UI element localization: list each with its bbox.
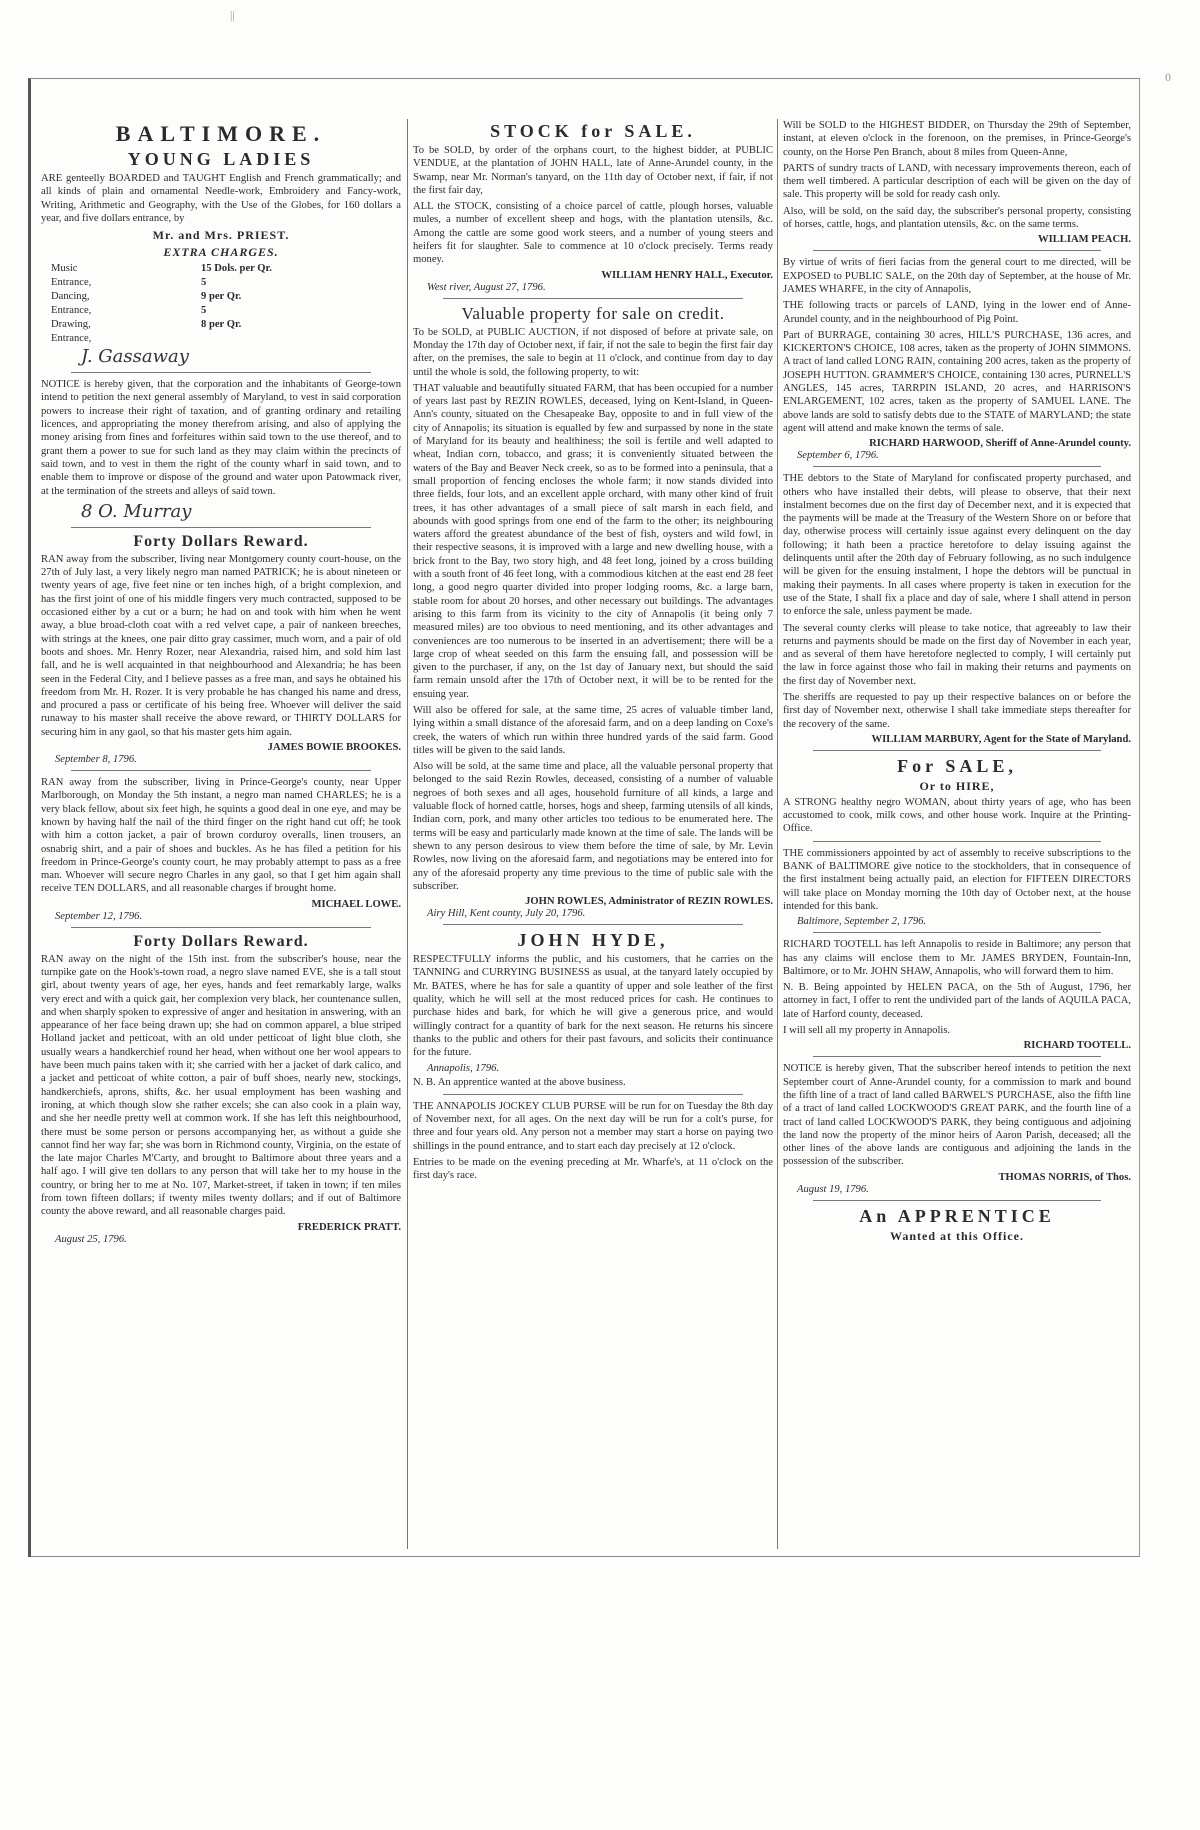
writs-text: By virtue of writs of fieri facias from the general court to me directed, will be EXPOSED to PUBLIC SALE, on the 20th day of September, at the house of Mr. JAMES WHARFE, in the city of Annapolis, (783, 257, 1131, 295)
harwood-signature: RICHARD HARWOOD, Sheriff of Anne-Arundel county. (869, 438, 1131, 450)
jockey-club-entries: Entries to be made on the evening preceding at Mr. Wharfe's, at 11 o'clock on the first day's race. (413, 1157, 773, 1182)
divider (813, 841, 1101, 842)
column-3 (783, 119, 1131, 1246)
reward-signature: FREDERICK PRATT. (297, 1221, 401, 1233)
highest-bidder-text: Will be SOLD to the HIGHEST BIDDER, on Thursday the 29th of September, instant, at eleven o'clock in the forenoon, on the premises, in Prince-George's county, on the Horse Pen Branch, about 8 miles from Queen-Anne, (783, 120, 1131, 158)
ladies-signature: Mr. and Mrs. PRIEST. (152, 228, 290, 243)
norris-text: NOTICE is hereby given, That the subscriber hereof intends to petition the next September court of Anne-Arundel county, for a commission to mark and bound the fifth line of a tract of land called BARWEL'S PURCHASE, also the fifth line of a tract of land called LOCKWOOD'S GREAT PARK, and the fourth line of a tract of land called LOCKWOOD'S PARK, they being contiguous and adjoining the land now the property of the minor heirs of Aaron Parish, deceased; all the other lines of the above lands are contiguous and adjoining the lands in the possession of the subscriber. (783, 1063, 1131, 1168)
tootell-signature: RICHARD TOOTELL. (1023, 1040, 1131, 1052)
handwritten-signature: 8 O. Murray (81, 500, 192, 522)
baltimore-heading: BALTIMORE. (115, 121, 327, 146)
apprentice-heading: An APPRENTICE (859, 1205, 1055, 1226)
stock-date: West river, August 27, 1796. (427, 281, 546, 293)
tootell-sell: I will sell all my property in Annapolis. (783, 1025, 951, 1037)
young-ladies-heading: YOUNG LADIES (127, 149, 315, 169)
debtors-text: THE debtors to the State of Maryland for confiscated property purchased, and others who have installed their debts, will please to observe, that their next instalment becomes due on the first day of December next, and it is expected that the payments will be made at the Treasury of the Western Shore on or before that day, otherwise process will certainly issue against every delinquent on the day following; it hath been a practice heretofore to delay issuing against the delinquents until after the 20th day of February following, as no such indulgence will be given for the ensuing instalment, I hope the debtors will be punctual in making their payments. In all cases where property is taken in execution for the use of the State, I shall fix a place and day of sale, where I shall attend in person to enforce the sale, unless payment be made. (783, 473, 1131, 618)
property-text: THAT valuable and beautifully situated FARM, that has been occupied for a number of years last past by REZIN ROWLES, deceased, lying on Kent-Island, in Queen-Ann's county, situated on the Chesapeake Bay, opposite to and in full view of the city of Annapolis; its situation is equalled by few and surpassed by none in the state of Maryland for its beauty and healthiness; the soil is fertile and well adapted to wheat, Indian corn, tobacco, and grass; it is conveniently situated between the waters of the Bay and Beaver Neck creek, so as to be formed into a peninsula, that a small proportion of fencing encloses the whole farm; it now stands divided into three fields, four lots, and an excellent apple orchard, with many other kind of fruit trees, it has other advantages of a small piece of salt marsh in each field, and abounds with good springs from one end of the farm to the other; its neighbouring waters afford the greatest abundance of the best of fish, oysters and wild fowl, in their respective seasons, it is improved with a large and new dwelling house, with a brick front to the Bay, two story high, and 48 feet long, joined by a cross building with a south front of 46 feet long, with a commodious kitchen at the east end 28 feet long, a good negro quarter divided into proper lodging rooms, &c. a large barn, stable room for about 20 horses, and other necessary out buildings. The advantages arising to this farm from its vicinity to the city of Annapolis (it being only 7 measured miles) are too obvious to need mentioning, and its other advantages and conveniences are too numerous to be inserted in an advertisement; there will be a large crop of wheat seeded on this farm the ensuing fall, and possession will be given to the purchaser, if any, on the 1st day of January next, but should the said farm remain unsold after the 17th of October next, it will be to be rented for the ensuing year. (413, 382, 773, 700)
charge-row: Entrance, 5 (51, 277, 207, 289)
extra-charges-list (51, 262, 401, 346)
ladies-advert-text: ARE genteelly BOARDED and TAUGHT English and French grammatically; and all kinds of plain and ornamental Needle-work, Embroidery and Fancy-work, Writing, Arithmetic and Geography, with the Use of the Globes, for 160 dollars a year, and five dollars entrance, by (41, 173, 401, 224)
debtors-text: The sheriffs are requested to pay up their respective balances on or before the first day of November next, otherwise I shall take immediate steps thereafter for the recovery of the same. (783, 691, 1131, 730)
john-hyde-nb: N. B. An apprentice wanted at the above business. (413, 1076, 626, 1088)
divider (443, 1094, 743, 1095)
reward-date: September 8, 1796. (55, 754, 137, 766)
reward-heading: Forty Dollars Reward. (133, 532, 309, 550)
or-to-hire-heading: Or to HIRE, (919, 778, 995, 793)
stock-signature: WILLIAM HENRY HALL, Executor. (601, 269, 773, 281)
newspaper-page (28, 78, 1140, 1557)
personal-property-text: Also, will be sold, on the said day, the subscriber's personal property, consisting of horses, cattle, hogs, and plantation utensils, &c. on the same terms. (783, 205, 1131, 231)
jockey-club-text: THE ANNAPOLIS JOCKEY CLUB PURSE will be run for on Tuesday the 8th day of November next, for all ages. On the next day will be run for a colt's purse, for three and four years old. Any person not a member may start a horse on paying two shillings in the pound entrance, and to start each day precisely at 12 o'clock. (413, 1100, 773, 1152)
debtors-text: The several county clerks will please to take notice, that agreeably to law their returns and payments should be made on the first day of November in each year, and as several of them have heretofore neglected to comply, I will certainly put the law in force against those who fail in making their returns and payments on the first day of November next. (783, 622, 1131, 687)
valuable-property-heading: Valuable property for sale on credit. (461, 303, 725, 323)
divider (443, 298, 743, 299)
property-signature: JOHN ROWLES, Administrator of REZIN ROWLES. (525, 896, 773, 908)
harwood-date: September 6, 1796. (797, 450, 879, 462)
divider (443, 924, 743, 925)
parts-of-land-text: PARTS of sundry tracts of LAND, with necessary improvements thereon, each of them well timbered. A particular description of each will be given on the day of sale. This property will be sold for ready cash only. (783, 162, 1131, 201)
property-text: To be SOLD, at PUBLIC AUCTION, if not disposed of before at private sale, on Monday the 17th day of October next, if fair, if not the sale to begin the first fair day after, on the premises, the sale to begin at 11 o'clock, and continue from day to day until the whole is sold, the following property, to wit: (413, 326, 773, 378)
stock-sale-text: ALL the STOCK, consisting of a choice parcel of cattle, plough horses, valuable mules, a number of excellent sheep and hogs, with the plantation utensils, &c. Among the cattle are some good work steers, and a number of young steers and heifers fit for slaughter. Sale to commence at 10 o'clock precisely. Terms ready money. (413, 201, 773, 266)
divider (71, 770, 371, 771)
john-hyde-text: RESPECTFULLY informs the public, and his customers, that he carries on the TANNING and CURRYING BUSINESS as usual, at the tanyard lately occupied by Mr. BATES, where he has for sale a quantity of upper and sole leather of the first quality, which he will sell at the most reduced prices for cash. He continues to purchase hides and bark, for which he will give a generous price, and would willingly contract for a quantity of bark for the next season. He returns his sincere thanks to the public and others for their past favours, and solicits their continuance for the future. (413, 954, 773, 1059)
divider (813, 1200, 1101, 1201)
handwritten-signature: J. Gassaway (81, 346, 189, 368)
bank-date: Baltimore, September 2, 1796. (797, 916, 927, 928)
column-1 (41, 119, 401, 1247)
ran-away-date: September 12, 1796. (55, 910, 143, 922)
writs-text: THE following tracts or parcels of LAND, lying in the lower end of Anne-Arundel county, and in the neighbourhood of Pig Point. (783, 300, 1131, 325)
for-sale-heading: For SALE, (897, 755, 1017, 776)
property-text: Will also be offered for sale, at the same time, 25 acres of valuable timber land, lying within a small distance of the aforesaid farm, and on a deep landing on Coxe's creek, the waters of which run within three hundred yards of the said farm. Good titles will be given to the said lands. (413, 704, 773, 756)
reward-eve-text: RAN away on the night of the 15th inst. from the subscriber's house, near the turnpike gate on the Hook's-town road, a negro slave named EVE, she is a tall stout girl, about twenty years of age, her eyes, hands and feet remarkably large, walks very erect and with a quick gait, her complexion very black, her countenance sullen, and when sharply spoken to expressive of anger and hesitation in answering, with an appearance of her face being drawn up; she had on common apparel, a blue striped Holland jacket and petticoat, with an old under petticoat of light blue cloth, she usually wears a handkerchief round her head, when without one her wool appears to have been much pains taken with it; she carried with her a jacket of dark calico, and a jacket and petticoat of white cotton, a pair of buff shoes, nearly new, stockings, handkerchiefs, aprons, shifts, &c. her usual employment has been washing and ironing, at which though slow she rather excels; she can also cook in a plain way, and she her needle pretty well at common work. If she has left this neighbourhood, there must be some person or persons accompanying her, as without a guide she cannot find her way far; she was born in Richmond county, Virginia, on the estate of the late major Charles M'Carty, and brought to Baltimore about three years and a half ago. I will give ten dollars to any person that will take her to my house in the country, or bring her to me at No. 107, Market-street, if taken in town; if ten miles from town fifteen dollars; if twenty miles twenty dollars; and if out of Baltimore county the above reward, and all reasonable charges paid. (41, 953, 401, 1218)
property-date: Airy Hill, Kent county, July 20, 1796. (427, 908, 586, 920)
peach-signature: WILLIAM PEACH. (1038, 234, 1131, 246)
apprentice-subheading: Wanted at this Office. (890, 1228, 1024, 1243)
page-mark-top-right: 0 (1165, 70, 1171, 84)
column-rule (777, 119, 778, 1549)
reward-date: August 25, 1796. (55, 1233, 127, 1245)
reward-patrick-text: RAN away from the subscriber, living near Montgomery county court-house, on the 27th of July last, a very likely negro man named PATRICK; he is about nineteen or twenty years of age, five feet nine or ten inches high, of a bright complexion, and has the first joint of one of his middle fingers very much contracted, supposed to be occasioned either by a cut or a burn; he had on and took with him when he went away, a blue broad-cloth coat with a red velvet cape, a pair of nankeen breeches, with strings at the knees, one pair ditto gray cassimer, much worn, and a pair of old boots and shoes. Mr. Henry Rozer, near Alexandria, raised him, and sold him last fall, and he is well acquainted in that neighbourhood and Alexandria; he has been seen in the Federal City, and I believe passes as a free man, and says he obtained his freedom from Mr. H. Rozer. It is very probable he has changed his name and dress, and procured a pass or certificate of his being free. Whoever will deliver the said runaway to his master shall receive the above reward, or THIRTY DOLLARS for securing him in any gaol, so that his master gets him again. (41, 553, 401, 738)
for-sale-text: A STRONG healthy negro WOMAN, about thirty years of age, who has been accustomed to cook, milk cows, and other house work. Inquire at the Printing-Office. (783, 796, 1131, 835)
page-mark-top-left: || (230, 8, 235, 22)
notice-george-town-text: NOTICE is hereby given, that the corporation and the inhabitants of George-town intend to petition the next general assembly of Maryland, to vest in said corporation powers to increase their right of taxation, and of granting ordinary and retailing licences, and appropriating the money therefrom arising, and also of applying the money arising from fines and forfeitures within said town to the use thereof, and to grant them a power to sue for such land as they may claim within the precincts of said town, and to vest in them the right of the county wharf in said town, and to enable them to improve or dispose of the ground and water upon Patowmack river, at the termination of the streets and alleys of said town. (41, 379, 401, 497)
marbury-signature: WILLIAM MARBURY, Agent for the State of Maryland. (871, 733, 1131, 745)
divider (813, 250, 1101, 251)
divider (813, 466, 1101, 467)
john-hyde-heading: JOHN HYDE, (517, 930, 669, 951)
ran-away-charles-text: RAN away from the subscriber, living in Prince-George's county, near Upper Marlborough, on Monday the 5th instant, a negro man named CHARLES; he is a very black fellow, about six feet high, he squints a good deal in one eye, and may be known by having half the nail of the third finger on the right hand cut off; he took with him a cotton jacket, a pair of brown corduroy overalls, linen trousers, an osnabrig shirt, and a pair of shoes and buckles. As he has filed a petition for his freedom in Prince-George's county court, he may probably attempt to pass as a free man. Whoever will secure negro Charles in any gaol, so that I get him again shall receive TEN DOLLARS, and all reasonable charges if brought home. (41, 777, 401, 895)
charge-row: Drawing, 8 per Qr. (51, 319, 242, 331)
extra-charges-heading: EXTRA CHARGES. (163, 245, 279, 260)
divider (71, 927, 371, 928)
norris-signature: THOMAS NORRIS, of Thos. (998, 1171, 1131, 1183)
tootell-text: RICHARD TOOTELL has left Annapolis to reside in Baltimore; any person that has any claims will enclose them to Mr. JAMES BRYDEN, Fountain-Inn, Baltimore, or to Mr. JOHN SHAW, Annapolis, who will forward them to him. (783, 939, 1131, 977)
divider (813, 1056, 1101, 1057)
norris-date: August 19, 1796. (797, 1183, 869, 1195)
bank-text: THE commissioners appointed by act of assembly to receive subscriptions to the BANK of BALTIMORE give notice to the stockholders, that in consequence of the first instalment being actually paid, an election for FIFTEEN DIRECTORS will take place on Monday morning the 10th day of October next, at the house intended for this bank. (783, 847, 1131, 912)
writs-text: Part of BURRAGE, containing 30 acres, HILL'S PURCHASE, 136 acres, and KICKERTON'S CHOICE, 108 acres, taken as the property of JOHN SIMMONS. A tract of land called LONG RAIN, containing 200 acres, taken as the property of JOSEPH HUTTON. GRAMMER'S CHOICE, containing 130 acres, PURNELL'S ANGLES, 145 acres, TARRPIN ISLAND, 20 acres, and HARRISON'S ENLARGEMENT, 102 acres, taken as the property of SAMUEL LANE. The above lands are sold to satisfy debts due to the STATE of MARYLAND; the state agent will attend and make known the terms of sale. (783, 329, 1131, 434)
charge-row: Entrance, (51, 333, 92, 345)
tootell-nb: N. B. Being appointed by HELEN PACA, on the 5th of August, 1796, her attorney in fact, I offer to rent the undivided part of the lands of AQUILA PACA, late of Harford county, deceased. (783, 982, 1131, 1020)
divider (813, 932, 1101, 933)
column-2 (413, 119, 773, 1186)
john-hyde-date: Annapolis, 1796. (427, 1062, 500, 1074)
reward-signature: JAMES BOWIE BROOKES. (267, 742, 401, 754)
divider (71, 372, 371, 373)
ran-away-signature: MICHAEL LOWE. (311, 898, 401, 910)
stock-sale-text: To be SOLD, by order of the orphans court, to the highest bidder, at PUBLIC VENDUE, at the plantation of JOHN HALL, late of Anne-Arundel county, in the Swamp, near Mr. Norman's tanyard, on the 11th day of October next, if fair, if not the first fair day, (413, 145, 773, 196)
stock-sale-heading: STOCK for SALE. (490, 121, 696, 141)
charge-row: Dancing, 9 per Qr. (51, 291, 242, 303)
divider (71, 527, 371, 528)
reward-heading: Forty Dollars Reward. (133, 932, 309, 950)
charge-row: Music 15 Dols. per Qr. (51, 263, 272, 275)
charge-row: Entrance, 5 (51, 305, 207, 317)
property-text: Also will be sold, at the same time and place, all the valuable personal property that belonged to the said Rezin Rowles, deceased, consisting of a number of valuable negroes of both sexes and all ages, household furniture of all kinds, a large and valuable flock of horned cattle, horses, hogs and sheep, farming utensils of all kinds, Indian corn, pork, and many other articles too tedious to be enumerated here. The terms will be easy and particularly made known at the time of sale. The lands will be shewn to any person desirous to view them before the time of sale, by Mr. Levin Rowles, now living on the aforesaid farm, and negotiations may be entered into for any of the aforesaid property any time previous to the time of public sale with the subscriber. (413, 761, 773, 892)
column-rule (407, 119, 408, 1549)
divider (813, 750, 1101, 751)
